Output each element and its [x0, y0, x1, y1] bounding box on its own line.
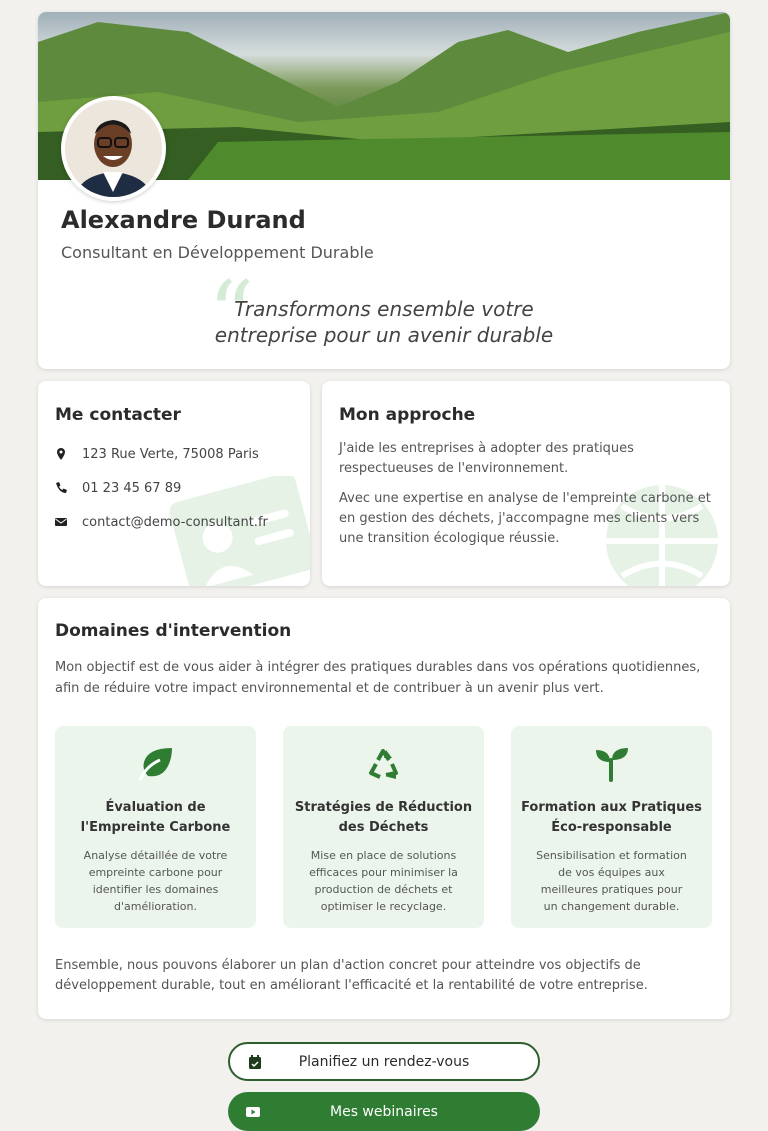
profile-card	[38, 12, 730, 369]
profile-role: Consultant en Développement Durable	[61, 243, 374, 262]
approach-paragraph: Avec une expertise en analyse de l'empreinte carbone et en gestion des déchets, j'accompagne mes clients vers une transition écologique réussie.	[339, 491, 711, 546]
avatar	[61, 96, 166, 201]
service-card: Formation aux Pratiques Éco-responsable Sensibilisation et formation de vos équipes aux meilleures pratiques pour un changement durable.	[511, 726, 712, 928]
webinars-button[interactable]: Mes webinaires	[228, 1092, 540, 1131]
domains-outro: Ensemble, nous pouvons élaborer un plan d'action concret pour atteindre vos objectifs de développement durable, tout en améliorant l'efficacité et la rentabilité de votre entreprise.	[55, 958, 648, 993]
schedule-appointment-button[interactable]: Planifiez un rendez-vous	[228, 1042, 540, 1081]
service-card: Stratégies de Réduction des Déchets Mise en place de solutions efficaces pour minimiser la production de déchets et optimiser le recyclage.	[283, 726, 484, 928]
location-pin-icon	[55, 448, 67, 460]
contact-phone[interactable]: 01 23 45 67 89	[55, 479, 293, 497]
domains-title: Domaines d'intervention	[55, 621, 292, 641]
envelope-icon	[55, 516, 67, 528]
contact-card	[38, 381, 310, 586]
approach-card	[322, 381, 730, 586]
service-card: Évaluation de l'Empreinte Carbone Analyse détaillée de votre empreinte carbone pour identifier les domaines d'amélioration.	[55, 726, 256, 928]
contact-email[interactable]: contact@demo-consultant.fr	[55, 513, 293, 531]
quote-mark-icon: “	[208, 262, 255, 367]
domains-card	[38, 598, 730, 1019]
seedling-icon	[594, 746, 630, 782]
domains-intro: Mon objectif est de vous aider à intégrer des pratiques durables dans vos opérations quotidiennes, afin de réduire votre impact environnemental et de contribuer à un avenir plus vert.	[55, 660, 701, 696]
video-play-icon	[246, 1105, 260, 1119]
calendar-check-icon	[248, 1055, 262, 1069]
approach-title: Mon approche	[339, 405, 476, 425]
profile-name: Alexandre Durand	[61, 206, 306, 234]
leaf-icon	[138, 746, 174, 782]
profile-quote: Transformons ensemble votre entreprise pour un avenir durable	[214, 297, 554, 347]
contact-address: 123 Rue Verte, 75008 Paris	[55, 445, 293, 463]
phone-icon	[55, 482, 67, 494]
recycle-icon	[366, 746, 402, 782]
approach-paragraph: J'aide les entreprises à adopter des pratiques respectueuses de l'environnement.	[339, 441, 634, 476]
contact-title: Me contacter	[55, 405, 181, 425]
